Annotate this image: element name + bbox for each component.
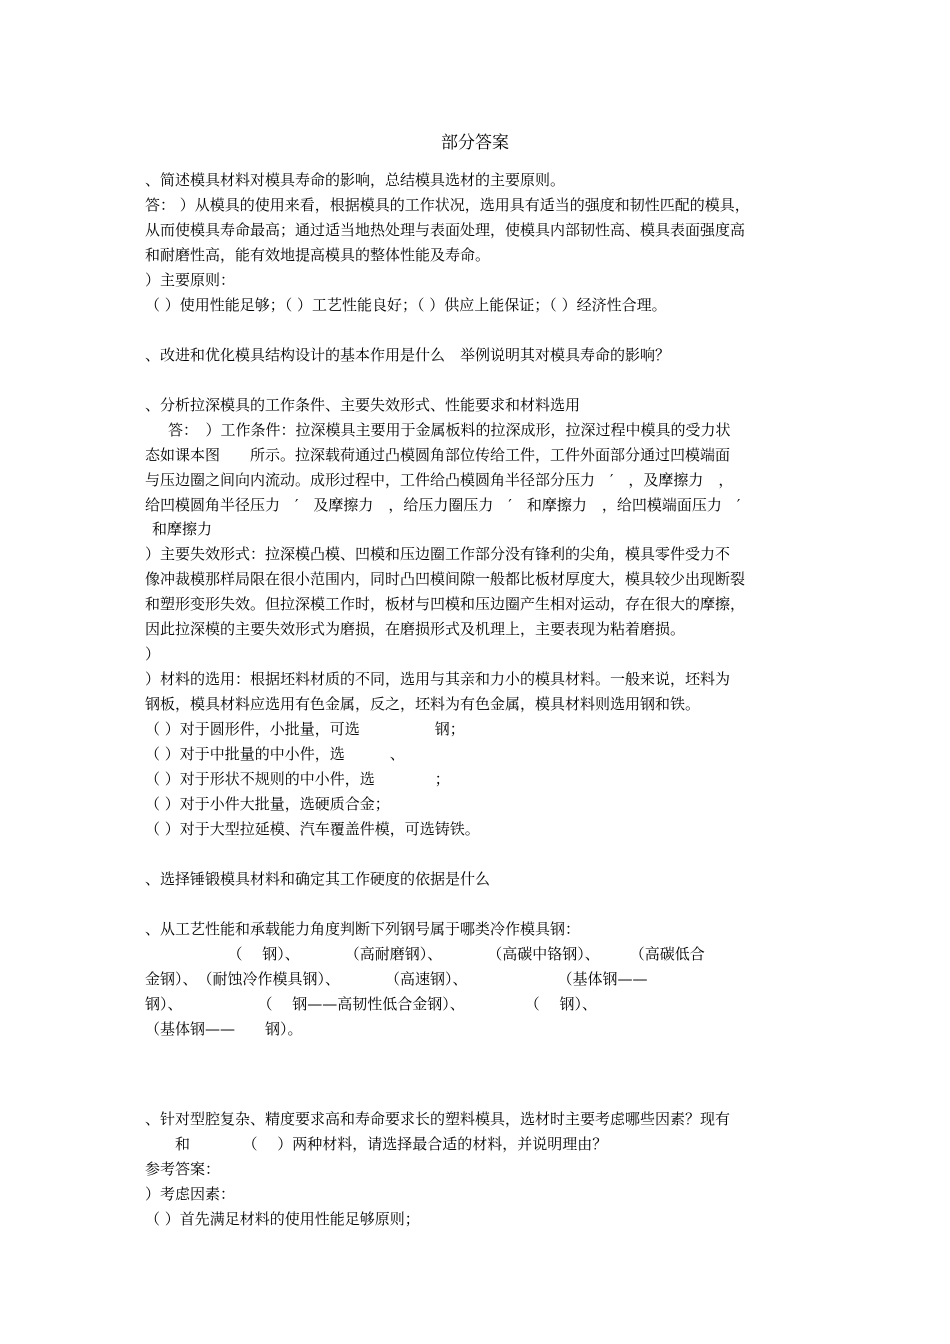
answer-line: （ ）对于圆形件，小批量，可选 钢； xyxy=(145,720,465,738)
answer-line: 和塑形变形失效。但拉深模工作时，板材与凹模和压边圈产生相对运动，存在很大的摩擦， xyxy=(145,595,746,613)
answer-line: 答： ）工作条件：拉深模具主要用于金属板料的拉深成形，拉深过程中模具的受力状 xyxy=(168,421,731,439)
answer-line: （ ）对于形状不规则的中小件，选 ； xyxy=(145,770,450,788)
answer-line: 像冲裁模那样局限在很小范围内，同时凸凹模间隙一般都比板材厚度大，模具较少出现断裂 xyxy=(145,570,746,588)
answer-line: ）主要原则： xyxy=(145,271,236,289)
answer-line: 答： ）从模具的使用来看，根据模具的工作状况，选用具有适当的强度和韧性匹配的模具， xyxy=(145,196,750,214)
answer-line: 和 （ ）两种材料，请选择最合适的材料，并说明理由？ xyxy=(145,1135,608,1153)
answer-line: 和摩擦力 xyxy=(152,520,213,538)
answer-line: （ ）首先满足材料的使用性能足够原则； xyxy=(145,1210,420,1228)
answer-line: ） xyxy=(145,645,161,663)
question-4: 、选择锤锻模具材料和确定其工作硬度的依据是什么 xyxy=(145,870,491,888)
answer-line: （基体钢—— 钢）。 xyxy=(145,1020,303,1038)
question-6: 、针对型腔复杂、精度要求高和寿命要求长的塑料模具，选材时主要考虑哪些因素？现有 xyxy=(145,1110,731,1128)
question-2: 、改进和优化模具结构设计的基本作用是什么 举例说明其对模具寿命的影响？ xyxy=(145,346,671,364)
page-title: 部分答案 xyxy=(441,133,509,153)
question-5: 、从工艺性能和承载能力角度判断下列钢号属于哪类冷作模具钢： xyxy=(145,920,581,938)
answer-line: 金钢）、 （耐蚀冷作模具钢）、 （高速钢）、 （基体钢—— xyxy=(145,970,648,988)
answer-line: （ ）对于小件大批量，选硬质合金； xyxy=(145,795,390,813)
answer-line: ）材料的选用：根据坯料材质的不同，选用与其亲和力小的模具材料。一般来说，坯料为 xyxy=(145,670,731,688)
answer-line: 钢）、 （ 钢——高韧性低合金钢）、 （ 钢）、 xyxy=(145,995,598,1013)
question-3: 、分析拉深模具的工作条件、主要失效形式、性能要求和材料选用 xyxy=(145,396,581,414)
answer-line: （ ）对于中批量的中小件，选 、 xyxy=(145,745,405,763)
answer-line: ）主要失效形式：拉深模凸模、凹模和压边圈工作部分没有锋利的尖角，模具零件受力不 xyxy=(145,545,731,563)
answer-line: 从而使模具寿命最高；通过适当地热处理与表面处理，使模具内部韧性高、模具表面强度高 xyxy=(145,221,746,239)
answer-line: ）考虑因素： xyxy=(145,1185,236,1203)
answer-line: 钢板，模具材料应选用有色金属，反之，坯料为有色金属，模具材料则选用钢和铁。 xyxy=(145,695,701,713)
answer-line: （ 钢）、 （高耐磨钢）、 （高碳中铬钢）、 （高碳低合 xyxy=(145,945,705,963)
question-1: 、简述模具材料对模具寿命的影响，总结模具选材的主要原则。 xyxy=(145,171,566,189)
answer-line: 参考答案： xyxy=(145,1160,221,1178)
answer-line: （ ）对于大型拉延模、汽车覆盖件模，可选铸铁。 xyxy=(145,820,480,838)
answer-line: 和耐磨性高，能有效地提高模具的整体性能及寿命。 xyxy=(145,246,491,264)
answer-line: 因此拉深模的主要失效形式为磨损，在磨损形式及机理上，主要表现为粘着磨损。 xyxy=(145,620,686,638)
answer-line: 与压边圈之间向内流动。成形过程中，工件给凸模圆角半径部分压力 ′ ，及摩擦力 ， xyxy=(145,471,734,489)
answer-line: （ ）使用性能足够；（ ）工艺性能良好；（ ）供应上能保证；（ ）经济性合理。 xyxy=(145,296,667,314)
answer-line: 给凹模圆角半径压力 ′ 及摩擦力 ，给压力圈压力 ′ 和摩擦力 ，给凹模端面压力 ′ xyxy=(145,496,741,514)
answer-line: 态如课本图 所示。拉深载荷通过凸模圆角部位传给工件，工件外面部分通过凹模端面 xyxy=(145,446,731,464)
